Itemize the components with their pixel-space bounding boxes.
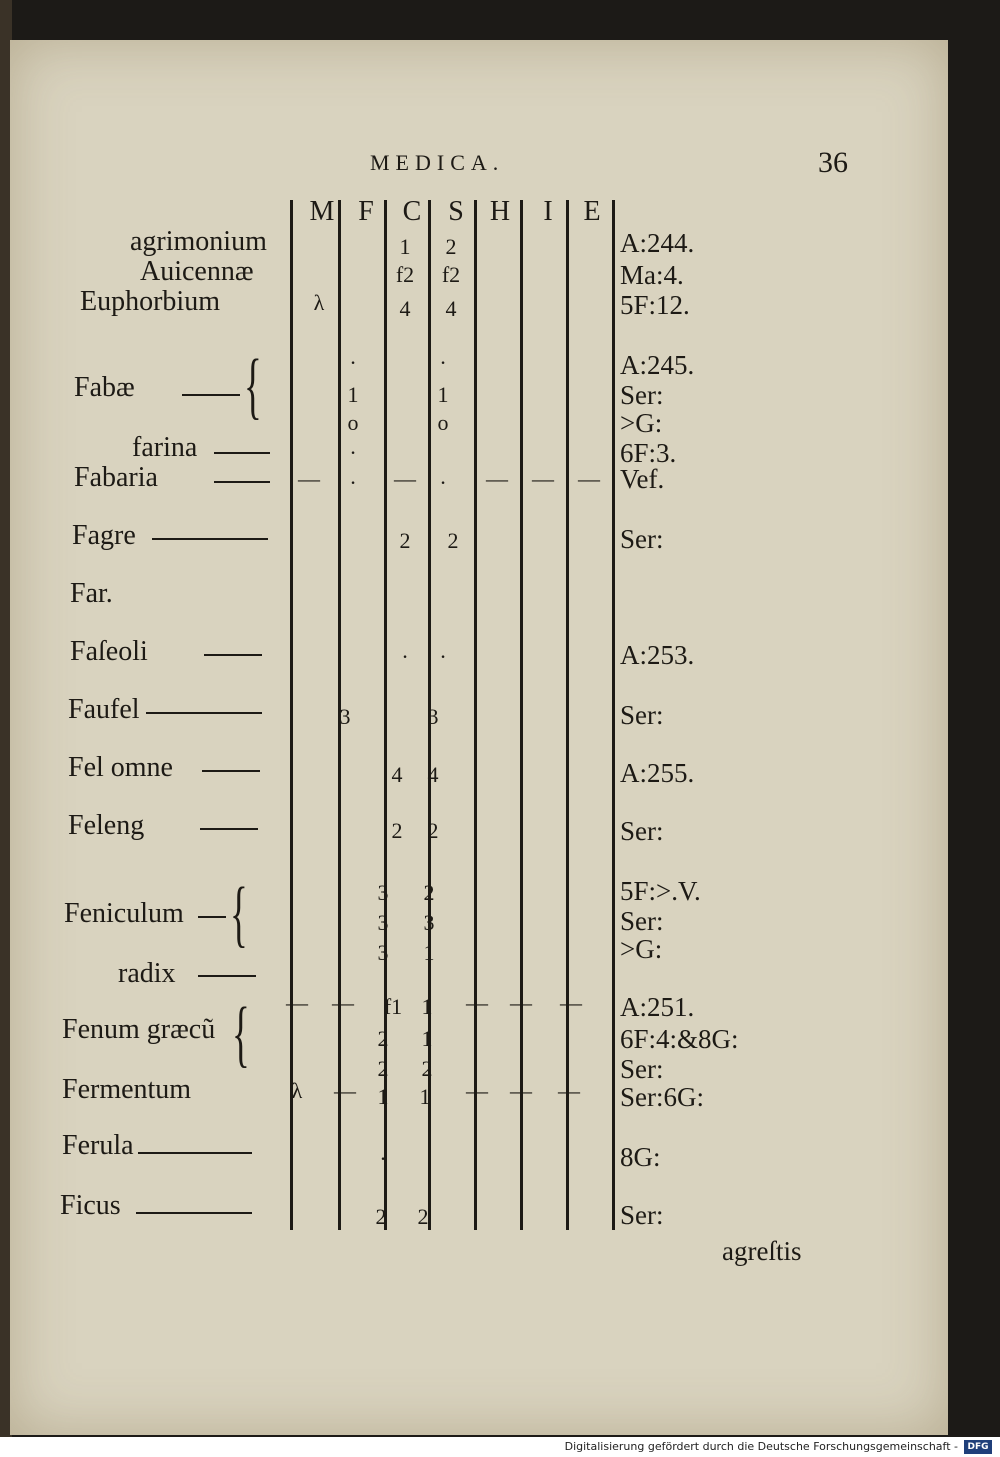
dfg-logo: DFG: [964, 1440, 992, 1454]
cell-s: ·: [439, 470, 447, 495]
leader-line: [214, 481, 270, 483]
cell-s: 1: [421, 1026, 433, 1051]
reference: >G:: [620, 934, 663, 964]
cell-m: —: [286, 990, 308, 1015]
cell-c: 1: [399, 234, 411, 259]
column-head-e: E: [583, 196, 601, 227]
leader-line: [198, 975, 256, 977]
cell-s: 1: [421, 994, 433, 1019]
cell-s: 3: [427, 704, 439, 729]
brace-glyph: {: [232, 993, 250, 1075]
cell-s: 1: [419, 1084, 431, 1109]
column-head-h: H: [489, 196, 511, 227]
reference: 5F:>.V.: [620, 876, 701, 906]
cell-m: λ: [313, 290, 325, 315]
cell-s: 3: [423, 910, 435, 935]
cell-f: —: [332, 990, 354, 1015]
column-head-i: I: [543, 196, 553, 227]
cell-c: f2: [395, 262, 415, 287]
row-label: Fabæ: [74, 372, 135, 403]
row-label: Far.: [70, 578, 113, 609]
column-head-c: C: [402, 196, 422, 227]
row-label: Fagre: [72, 520, 136, 551]
cell-s: 4: [427, 762, 439, 787]
leader-line: [138, 1152, 252, 1154]
column-rule: [520, 200, 523, 1230]
row-label: Fel omne: [68, 752, 173, 783]
column-rule: [290, 200, 293, 1230]
cell-h: —: [466, 990, 488, 1015]
brace-glyph: {: [244, 345, 262, 427]
cell-i: —: [510, 1078, 532, 1103]
reference: >G:: [620, 408, 663, 438]
cell-s: 2: [417, 1204, 429, 1229]
reference: Ser:6G:: [620, 1082, 704, 1112]
reference: Vef.: [620, 464, 665, 494]
leader-line: [198, 916, 226, 918]
column-head-m: M: [309, 196, 335, 227]
cell-c: 2: [377, 1056, 389, 1081]
cell-s: 1: [423, 940, 435, 965]
cell-f: ·: [349, 470, 357, 495]
row-label: Feniculum: [64, 898, 184, 929]
cell-c: —: [394, 466, 416, 491]
running-head: MEDICA.: [370, 150, 505, 175]
cell-f: o: [347, 410, 359, 435]
cell-s: ·: [439, 350, 447, 375]
leader-line: [182, 394, 240, 396]
cell-f: —: [334, 1078, 356, 1103]
reference: 5F:12.: [620, 290, 690, 320]
row-label: agrimonium: [130, 226, 267, 257]
cell-c: 2: [391, 818, 403, 843]
reference: Ser:: [620, 906, 664, 936]
footer-credit: Digitalisierung gefördert durch die Deutsche Forschungsgemeinschaft -: [564, 1440, 958, 1453]
leader-line: [152, 538, 268, 540]
leader-line: [136, 1212, 252, 1214]
cell-c: 2: [377, 1026, 389, 1051]
cell-c: f1: [383, 994, 403, 1019]
row-label: Faufel: [68, 694, 140, 725]
row-label: Fabaria: [74, 462, 158, 493]
leader-line: [204, 654, 262, 656]
cell-c: ·: [379, 1146, 387, 1171]
reference: 8G:: [620, 1142, 661, 1172]
row-label: Fenum græcũ: [62, 1014, 216, 1045]
cell-c: 2: [375, 1204, 387, 1229]
cell-i: —: [510, 990, 532, 1015]
cell-e: —: [578, 466, 600, 491]
cell-c: 3: [377, 910, 389, 935]
cell-f: ·: [349, 440, 357, 465]
cell-s: 2: [445, 234, 457, 259]
reference: Ser:: [620, 816, 664, 846]
reference: A:244.: [620, 228, 695, 258]
reference: 6F:4:&8G:: [620, 1024, 739, 1054]
reference: A:245.: [620, 350, 695, 380]
reference: Ser:: [620, 700, 664, 730]
leader-line: [214, 452, 270, 454]
row-label: Euphorbium: [80, 286, 220, 317]
row-label: radix: [118, 958, 176, 989]
cell-c: 1: [377, 1084, 389, 1109]
cell-m: —: [298, 466, 320, 491]
cell-c: 4: [399, 296, 411, 321]
cell-s: 1: [437, 382, 449, 407]
reference: Ma:4.: [620, 260, 684, 290]
reference: 6F:3.: [620, 438, 677, 468]
reference: Ser:: [620, 1200, 664, 1230]
reference: Ser:: [620, 380, 664, 410]
cell-f: 3: [339, 704, 351, 729]
cell-c: 4: [391, 762, 403, 787]
cell-c: ·: [401, 644, 409, 669]
cell-c: 2: [399, 528, 411, 553]
leader-line: [146, 712, 262, 714]
cell-s: f2: [441, 262, 461, 287]
cell-f: 1: [347, 382, 359, 407]
catchword: agreſtis: [722, 1236, 802, 1266]
cell-h: —: [466, 1078, 488, 1103]
column-head-s: S: [448, 196, 464, 227]
reference: Ser:: [620, 1054, 664, 1084]
leader-line: [200, 828, 258, 830]
cell-s: ·: [439, 644, 447, 669]
reference: A:255.: [620, 758, 695, 788]
row-label: Ficus: [60, 1190, 121, 1221]
reference: A:251.: [620, 992, 695, 1022]
row-label: Auicennæ: [140, 256, 254, 287]
cell-f: ·: [349, 350, 357, 375]
row-label: Faſeoli: [70, 636, 148, 667]
cell-s: 2: [447, 528, 459, 553]
row-label: farina: [132, 432, 198, 463]
cell-s: 4: [445, 296, 457, 321]
cell-s: 2: [427, 818, 439, 843]
cell-e: —: [558, 1078, 580, 1103]
cell-e: —: [560, 990, 582, 1015]
reference: A:253.: [620, 640, 695, 670]
cell-s: o: [437, 410, 449, 435]
row-label: Feleng: [68, 810, 145, 841]
page-number: 36: [818, 146, 848, 179]
cell-s: 2: [423, 880, 435, 905]
row-label: Ferula: [62, 1130, 134, 1161]
leader-line: [202, 770, 260, 772]
row-label: Fermentum: [62, 1074, 192, 1105]
column-rule: [566, 200, 569, 1230]
cell-m: λ: [291, 1078, 303, 1103]
column-rule: [612, 200, 615, 1230]
cell-c: 3: [377, 940, 389, 965]
cell-h: —: [486, 466, 508, 491]
reference: Ser:: [620, 524, 664, 554]
column-head-f: F: [358, 196, 374, 227]
cell-c: 3: [377, 880, 389, 905]
column-rule: [474, 200, 477, 1230]
cell-i: —: [532, 466, 554, 491]
brace-glyph: {: [230, 873, 248, 955]
cell-s: 2: [421, 1056, 433, 1081]
